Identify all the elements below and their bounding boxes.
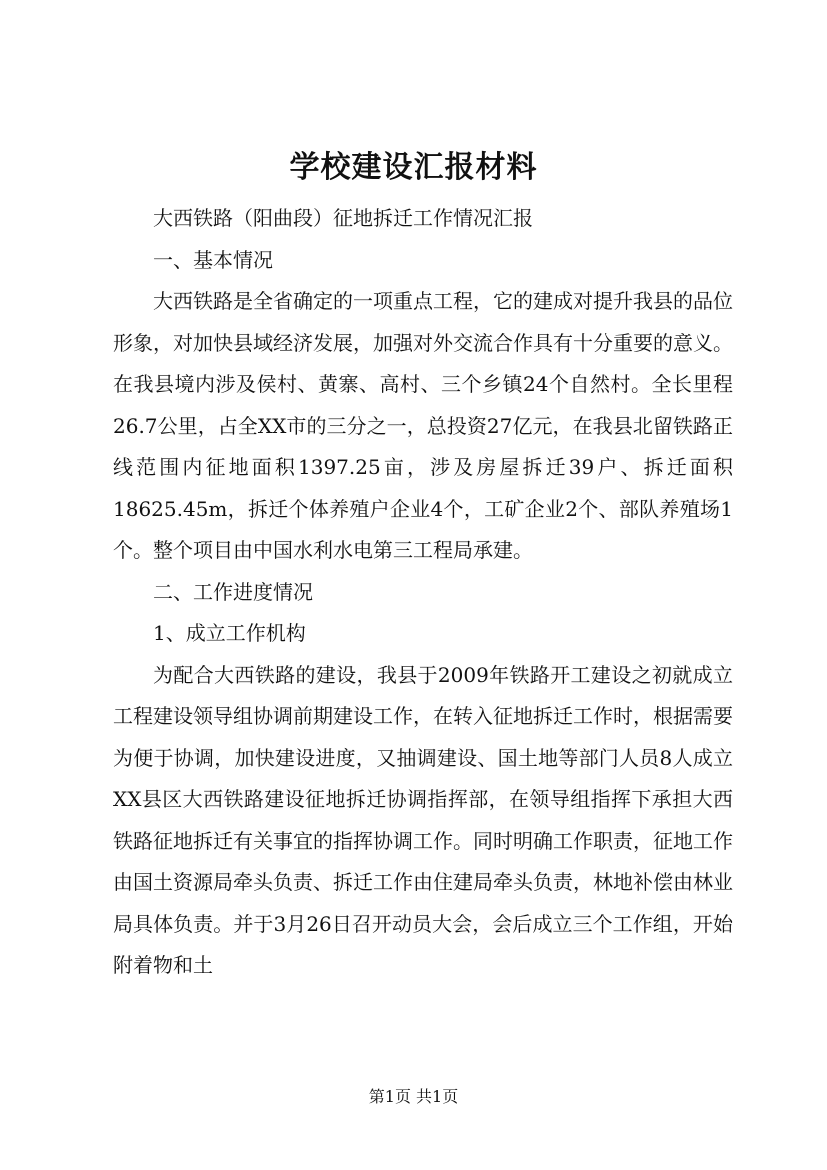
document-body bbox=[113, 198, 733, 987]
section-heading-basic-situation: 一、基本情况 bbox=[153, 247, 273, 272]
document-title: 学校建设汇报材料 bbox=[289, 150, 538, 185]
paragraph-work-organization: 为配合大西铁路的建设，我县于2009年铁路开工建设之初就成立工程建设领导组协调前期建设工作，在转入征地拆迁工作时，根据需要为便于协调，加快建设进度，又抽调建设、国土地等部门人员8人成立XX县区大西铁路建设征地拆迁协调指挥部，在领导组指挥下承担大西铁路征地拆迁有关事宜的指挥协调工作。同时明确工作职责，征地工作由国土资源局牵头负责、拆迁工作由住建局牵头负责，林地补偿由林业局具体负责。并于3月26日召开动员大会，会后成立三个工作组，开始附着物和土 bbox=[113, 662, 733, 977]
subheading-work-organization: 1、成立工作机构 bbox=[153, 621, 306, 645]
section-heading-report: 大西铁路（阳曲段）征地拆迁工作情况汇报 bbox=[153, 206, 533, 230]
paragraph-basic-situation: 大西铁路是全省确定的一项重点工程，它的建成对提升我县的品位形象，对加快县域经济发展，加强对外交流合作具有十分重要的意义。在我县境内涉及侯村、黄寨、高村、三个乡镇24个自然村。全长里程26.7公里，占全XX市的三分之一，总投资27亿元，在我县北留铁路正线范围内征地面积1397.25亩，涉及房屋拆迁39户、拆迁面积18625.45m，拆迁个体养殖户企业4个，工矿企业2个、部队养殖场1个。整个项目由中国水利水电第三工程局承建。 bbox=[113, 289, 733, 562]
section-heading-progress: 二、工作进度情况 bbox=[153, 579, 313, 604]
page-footer: 第1页 共1页 bbox=[368, 1087, 459, 1106]
